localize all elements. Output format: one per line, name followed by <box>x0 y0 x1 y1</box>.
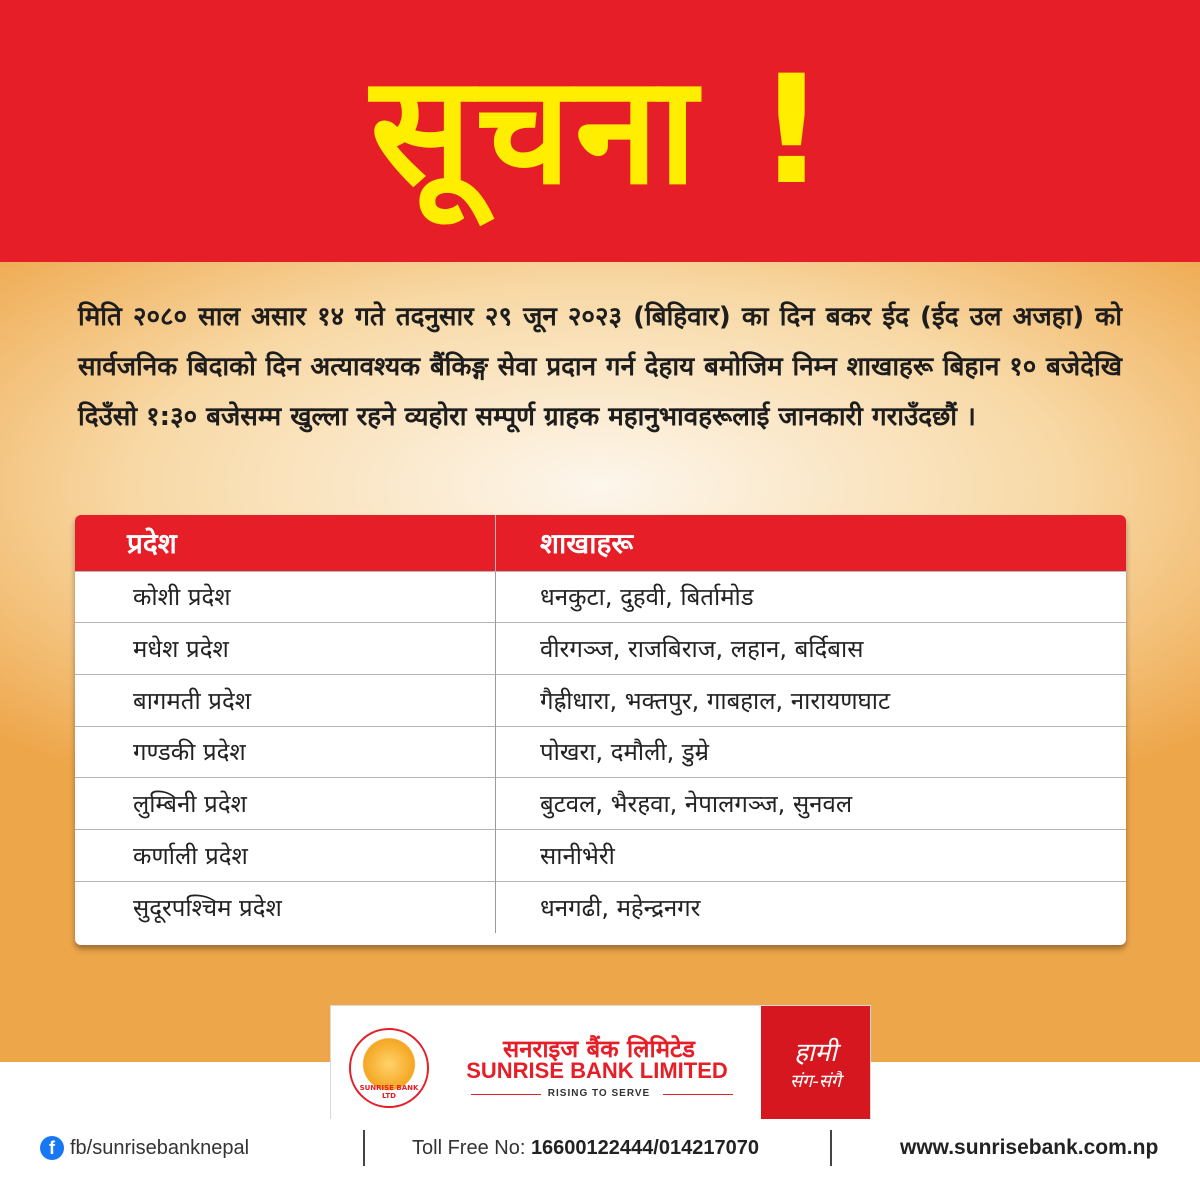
province-cell: सुदूरपश्चिम प्रदेश <box>75 881 496 933</box>
table-row <box>75 726 1126 778</box>
province-cell: गण्डकी प्रदेश <box>75 726 496 778</box>
branches-cell: सानीभेरी <box>540 841 615 870</box>
slogan-box <box>761 1006 870 1120</box>
facebook-icon: f <box>40 1136 64 1160</box>
bank-logo-card <box>330 1005 871 1121</box>
header-branches: शाखाहरू <box>540 526 634 560</box>
branches-cell: धनगढी, महेन्द्रनगर <box>540 893 701 922</box>
province-cell: कोशी प्रदेश <box>75 571 496 623</box>
website-link[interactable]: www.sunrisebank.com.np <box>900 1136 1159 1159</box>
branches-cell: वीरगञ्ज, राजबिराज, लहान, बर्दिबास <box>540 635 864 664</box>
table-row <box>75 571 1126 623</box>
branches-cell: गैह्रीधारा, भक्तपुर, गाबहाल, नारायणघाट <box>540 686 891 715</box>
province-cell: लुम्बिनी प्रदेश <box>75 778 496 830</box>
branches-cell: बुटवल, भैरहवा, नेपालगञ्ज, सुनवल <box>540 790 853 819</box>
table-row <box>75 623 1126 675</box>
branches-cell: पोखरा, दमौली, डुम्रे <box>540 738 710 767</box>
bank-name-nepali: सनराइज बैंक लिमिटेड <box>502 1035 695 1063</box>
header-province: प्रदेश <box>75 515 496 571</box>
toll-free-label: Toll Free No: <box>412 1137 526 1159</box>
emblem-text: SUNRISE BANK LTD <box>359 1084 419 1100</box>
province-cell: बागमती प्रदेश <box>75 674 496 726</box>
bank-tagline: RISING TO SERVE <box>547 1088 651 1099</box>
sun-emblem-icon <box>349 1028 429 1108</box>
province-cell: कर्णाली प्रदेश <box>75 829 496 881</box>
notice-banner <box>0 0 1200 262</box>
slogan-line-1: हामी <box>794 1038 837 1068</box>
notice-text: मिति २०८० साल असार १४ गते तदनुसार २९ जून २०२३ (बिहिवार) का दिन बकर ईद (ईद उल अजहा) को सार्वजनिक बिदाको दिन अत्यावश्यक बैंकिङ्ग सेवा प्रदान गर्न देहाय बमोजिम निम्न शाखाहरू बिहान १० बजेदेखि दिउँसो १:३० बजेसम्म खुल्ला रहने व्यहोरा सम्पूर्ण ग्राहक महानुभावहरूलाई जानकारी गराउँदछौं । <box>78 302 1122 432</box>
footer-divider <box>363 1130 365 1166</box>
branches-cell: धनकुटा, दुहवी, बिर्तामोड <box>540 583 754 612</box>
table-header-row <box>75 515 1126 571</box>
toll-free-number[interactable]: 16600122444/014217070 <box>530 1137 759 1159</box>
province-cell: मधेश प्रदेश <box>75 623 496 675</box>
bank-name-english: SUNRISE BANK LIMITED <box>466 1058 728 1083</box>
footer-divider <box>830 1130 832 1166</box>
table-row <box>75 881 1126 933</box>
facebook-handle: fb/sunrisebanknepal <box>70 1136 250 1159</box>
table-row <box>75 829 1126 881</box>
facebook-link[interactable] <box>40 1136 249 1160</box>
notice-title: सूचना ! <box>370 44 830 218</box>
slogan-line-2: संग-संगै <box>789 1071 842 1092</box>
tagline-rule-right <box>663 1094 733 1095</box>
branch-table-card <box>75 515 1126 945</box>
branch-table <box>75 515 1126 933</box>
toll-free <box>412 1137 759 1160</box>
table-row <box>75 674 1126 726</box>
table-row <box>75 778 1126 830</box>
